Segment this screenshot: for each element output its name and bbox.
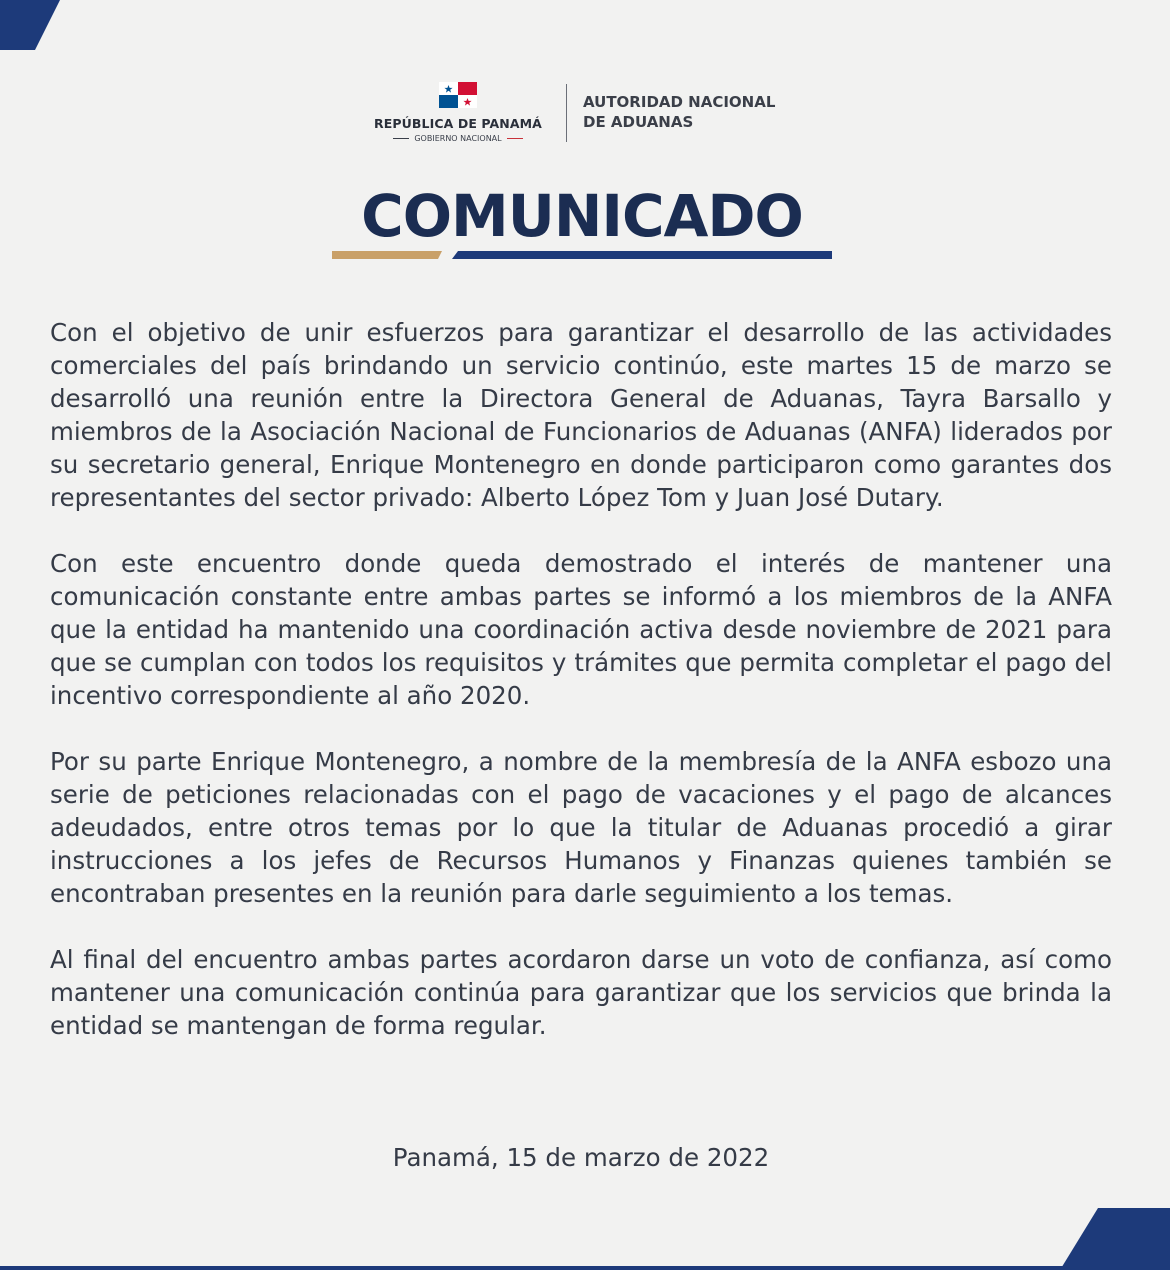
body-paragraph-1: Con el objetivo de unir esfuerzos para garantizar el desarrollo de las actividades comerciales del país brindando un servicio continúo, este martes 15 de marzo se desarrolló una reunión entre la Directora General de Aduanas, Tayra Barsallo y miembros de la Asociación Nacional de Funcionarios de Aduanas (ANFA) liderados por su secretario general, Enrique Montenegro en donde participaron como garantes dos representantes del sector privado: Alberto López Tom y Juan José Dutary.: [50, 318, 1112, 512]
agency-name-line1: AUTORIDAD NACIONAL: [583, 93, 776, 111]
header-divider: [566, 84, 567, 142]
government-name: REPÚBLICA DE PANAMÁ: [374, 116, 542, 131]
corner-accent-bottom-right: [1060, 1208, 1170, 1270]
dateline: Panamá, 15 de marzo de 2022: [392, 1143, 770, 1172]
body-paragraph-4: Al final del encuentro ambas partes acordaron darse un voto de confianza, así como mantener una comunicación continúa para garantizar que los servicios que brinda la entidad se mantengan de forma regular.: [50, 945, 1112, 1040]
title-underline: [332, 251, 832, 259]
communique-body: [50, 316, 1112, 1075]
bottom-border-line: [0, 1266, 1170, 1270]
title-block: [332, 182, 832, 265]
panama-flag-icon: [439, 82, 477, 108]
subtitle-dash-left: [393, 138, 409, 139]
agency-name-line2: DE ADUANAS: [583, 113, 694, 131]
agency-name: [583, 92, 775, 132]
body-paragraph-3: Por su parte Enrique Montenegro, a nombre de la membresía de la ANFA esbozo una serie de peticiones relacionadas con el pago de vacaciones y el pago de alcances adeudados, entre otros temas por lo que la titular de Aduanas procedió a girar instrucciones a los jefes de Recursos Humanos y Finanzas quienes también se encontraban presentes en la reunión para darle seguimiento a los temas.: [50, 747, 1112, 908]
government-subtitle: GOBIERNO NACIONAL: [414, 134, 502, 143]
corner-accent-top-left: [0, 0, 90, 50]
letterhead: [0, 82, 1170, 152]
government-logo: [365, 82, 551, 143]
body-paragraph-2: Con este encuentro donde queda demostrado el interés de mantener una comunicación constante entre ambas partes se informó a los miembros de la ANFA que la entidad ha mantenido una coordinación activa desde noviembre de 2021 para que se cumplan con todos los requisitos y trámites que permita completar el pago del incentivo correspondiente al año 2020.: [50, 549, 1112, 710]
page-title: COMUNICADO: [361, 182, 803, 250]
government-subtitle-row: [365, 134, 551, 143]
subtitle-dash-right: [507, 138, 523, 139]
